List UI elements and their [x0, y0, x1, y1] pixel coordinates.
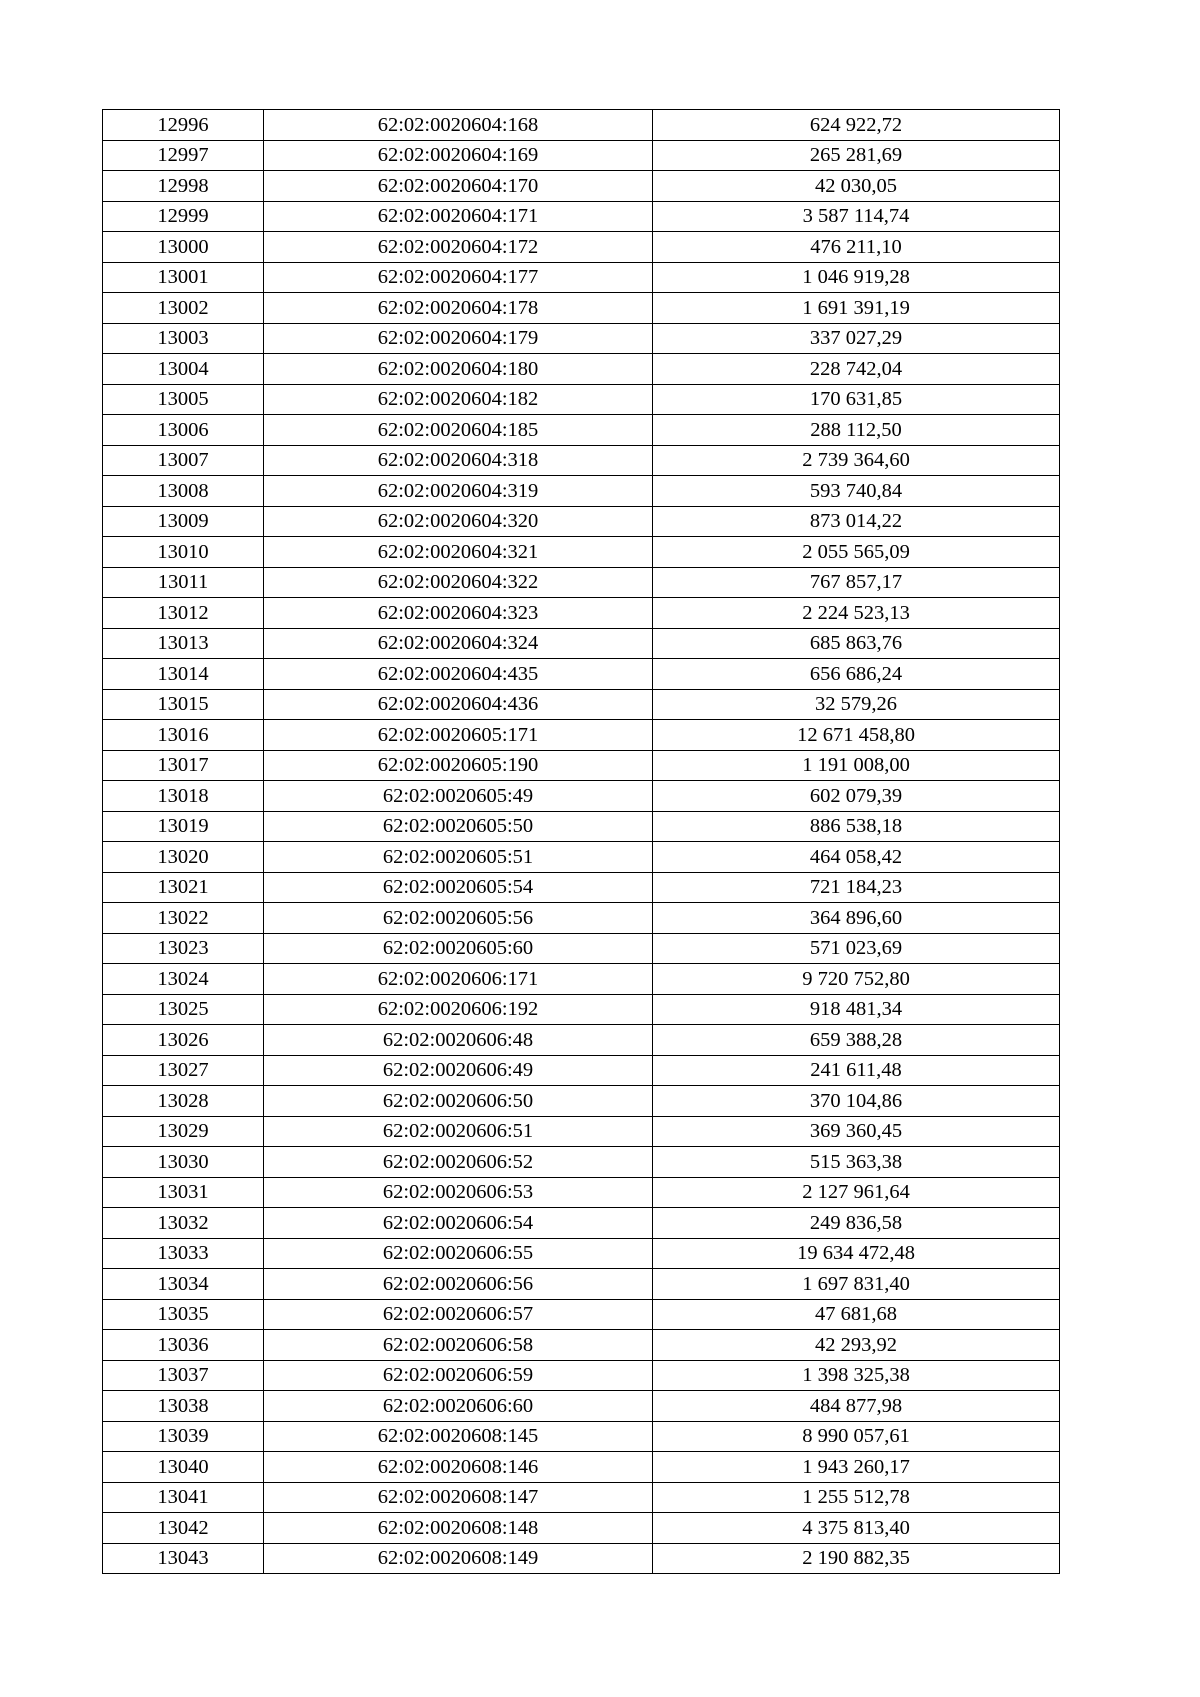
- row-number-cell: 12996: [103, 110, 264, 141]
- table-row: [103, 232, 1060, 263]
- row-number-cell: 13023: [103, 933, 264, 964]
- cadastral-number-cell: 62:02:0020606:192: [264, 994, 653, 1025]
- cadastral-number-cell: 62:02:0020608:149: [264, 1543, 653, 1574]
- cadastral-number-cell: 62:02:0020606:58: [264, 1330, 653, 1361]
- cadastral-number-cell: 62:02:0020606:57: [264, 1299, 653, 1330]
- cadastral-value-cell: 370 104,86: [653, 1086, 1060, 1117]
- cadastral-value-cell: 767 857,17: [653, 567, 1060, 598]
- cadastral-number-cell: 62:02:0020608:145: [264, 1421, 653, 1452]
- table-row: [103, 415, 1060, 446]
- row-number-cell: 13009: [103, 506, 264, 537]
- cadastral-number-cell: 62:02:0020604:182: [264, 384, 653, 415]
- cadastral-value-cell: 602 079,39: [653, 781, 1060, 812]
- table-row: [103, 323, 1060, 354]
- cadastral-number-cell: 62:02:0020605:190: [264, 750, 653, 781]
- cadastral-number-cell: 62:02:0020606:50: [264, 1086, 653, 1117]
- table-row: [103, 842, 1060, 873]
- table-row: [103, 1421, 1060, 1452]
- table-row: [103, 354, 1060, 385]
- cadastral-number-cell: 62:02:0020604:318: [264, 445, 653, 476]
- row-number-cell: 13022: [103, 903, 264, 934]
- row-number-cell: 13033: [103, 1238, 264, 1269]
- table-row: [103, 262, 1060, 293]
- row-number-cell: 13014: [103, 659, 264, 690]
- cadastral-number-cell: 62:02:0020604:180: [264, 354, 653, 385]
- cadastral-number-cell: 62:02:0020606:60: [264, 1391, 653, 1422]
- row-number-cell: 13001: [103, 262, 264, 293]
- table-row: [103, 1452, 1060, 1483]
- cadastral-number-cell: 62:02:0020606:171: [264, 964, 653, 995]
- cadastral-value-cell: 685 863,76: [653, 628, 1060, 659]
- table-row: [103, 1482, 1060, 1513]
- cadastral-number-cell: 62:02:0020604:436: [264, 689, 653, 720]
- table-row: [103, 1360, 1060, 1391]
- table-row: [103, 872, 1060, 903]
- table-row: [103, 567, 1060, 598]
- row-number-cell: 13039: [103, 1421, 264, 1452]
- row-number-cell: 12997: [103, 140, 264, 171]
- cadastral-value-cell: 1 691 391,19: [653, 293, 1060, 324]
- cadastral-value-cell: 721 184,23: [653, 872, 1060, 903]
- cadastral-value-cell: 464 058,42: [653, 842, 1060, 873]
- cadastral-value-cell: 4 375 813,40: [653, 1513, 1060, 1544]
- row-number-cell: 13029: [103, 1116, 264, 1147]
- cadastral-value-cell: 2 739 364,60: [653, 445, 1060, 476]
- table-body: [103, 110, 1060, 1574]
- row-number-cell: 13030: [103, 1147, 264, 1178]
- cadastral-value-cell: 2 224 523,13: [653, 598, 1060, 629]
- table-row: [103, 1025, 1060, 1056]
- table-row: [103, 476, 1060, 507]
- row-number-cell: 13008: [103, 476, 264, 507]
- row-number-cell: 13013: [103, 628, 264, 659]
- row-number-cell: 13004: [103, 354, 264, 385]
- cadastral-value-cell: 918 481,34: [653, 994, 1060, 1025]
- cadastral-value-cell: 571 023,69: [653, 933, 1060, 964]
- cadastral-number-cell: 62:02:0020608:148: [264, 1513, 653, 1544]
- cadastral-value-cell: 42 293,92: [653, 1330, 1060, 1361]
- table-row: [103, 445, 1060, 476]
- cadastral-value-cell: 8 990 057,61: [653, 1421, 1060, 1452]
- row-number-cell: 13020: [103, 842, 264, 873]
- cadastral-value-cell: 364 896,60: [653, 903, 1060, 934]
- table-row: [103, 293, 1060, 324]
- cadastral-number-cell: 62:02:0020604:178: [264, 293, 653, 324]
- cadastral-number-cell: 62:02:0020604:168: [264, 110, 653, 141]
- row-number-cell: 13027: [103, 1055, 264, 1086]
- cadastral-value-cell: 288 112,50: [653, 415, 1060, 446]
- cadastral-value-cell: 656 686,24: [653, 659, 1060, 690]
- table-row: [103, 1208, 1060, 1239]
- row-number-cell: 12998: [103, 171, 264, 202]
- cadastral-value-cell: 1 943 260,17: [653, 1452, 1060, 1483]
- table-row: [103, 1116, 1060, 1147]
- cadastral-value-cell: 228 742,04: [653, 354, 1060, 385]
- cadastral-value-cell: 369 360,45: [653, 1116, 1060, 1147]
- table-row: [103, 1543, 1060, 1574]
- cadastral-value-cell: 886 538,18: [653, 811, 1060, 842]
- row-number-cell: 13042: [103, 1513, 264, 1544]
- cadastral-number-cell: 62:02:0020604:319: [264, 476, 653, 507]
- cadastral-value-cell: 1 191 008,00: [653, 750, 1060, 781]
- row-number-cell: 13012: [103, 598, 264, 629]
- cadastral-number-cell: 62:02:0020606:52: [264, 1147, 653, 1178]
- table-row: [103, 1055, 1060, 1086]
- cadastral-number-cell: 62:02:0020604:172: [264, 232, 653, 263]
- table-row: [103, 384, 1060, 415]
- row-number-cell: 13007: [103, 445, 264, 476]
- cadastral-value-cell: 12 671 458,80: [653, 720, 1060, 751]
- table-row: [103, 598, 1060, 629]
- row-number-cell: 13028: [103, 1086, 264, 1117]
- table-row: [103, 1299, 1060, 1330]
- cadastral-value-cell: 170 631,85: [653, 384, 1060, 415]
- cadastral-value-cell: 265 281,69: [653, 140, 1060, 171]
- cadastral-number-cell: 62:02:0020606:48: [264, 1025, 653, 1056]
- cadastral-value-cell: 42 030,05: [653, 171, 1060, 202]
- table-row: [103, 1391, 1060, 1422]
- cadastral-number-cell: 62:02:0020604:324: [264, 628, 653, 659]
- cadastral-value-cell: 337 027,29: [653, 323, 1060, 354]
- cadastral-value-cell: 1 046 919,28: [653, 262, 1060, 293]
- cadastral-value-cell: 1 255 512,78: [653, 1482, 1060, 1513]
- table-row: [103, 110, 1060, 141]
- table-row: [103, 994, 1060, 1025]
- row-number-cell: 13038: [103, 1391, 264, 1422]
- row-number-cell: 13003: [103, 323, 264, 354]
- cadastral-number-cell: 62:02:0020604:170: [264, 171, 653, 202]
- cadastral-value-cell: 873 014,22: [653, 506, 1060, 537]
- row-number-cell: 13031: [103, 1177, 264, 1208]
- cadastral-number-cell: 62:02:0020604:322: [264, 567, 653, 598]
- cadastral-number-cell: 62:02:0020604:169: [264, 140, 653, 171]
- row-number-cell: 13035: [103, 1299, 264, 1330]
- cadastral-value-cell: 624 922,72: [653, 110, 1060, 141]
- table-row: [103, 750, 1060, 781]
- cadastral-number-cell: 62:02:0020606:55: [264, 1238, 653, 1269]
- cadastral-number-cell: 62:02:0020608:146: [264, 1452, 653, 1483]
- cadastral-value-cell: 9 720 752,80: [653, 964, 1060, 995]
- row-number-cell: 13005: [103, 384, 264, 415]
- row-number-cell: 13021: [103, 872, 264, 903]
- cadastral-value-cell: 241 611,48: [653, 1055, 1060, 1086]
- cadastral-number-cell: 62:02:0020604:321: [264, 537, 653, 568]
- table-row: [103, 1177, 1060, 1208]
- cadastral-number-cell: 62:02:0020606:54: [264, 1208, 653, 1239]
- row-number-cell: 13041: [103, 1482, 264, 1513]
- row-number-cell: 13000: [103, 232, 264, 263]
- cadastral-number-cell: 62:02:0020604:179: [264, 323, 653, 354]
- cadastral-value-cell: 249 836,58: [653, 1208, 1060, 1239]
- table-row: [103, 506, 1060, 537]
- table-row: [103, 1330, 1060, 1361]
- table-row: [103, 689, 1060, 720]
- cadastral-number-cell: 62:02:0020605:54: [264, 872, 653, 903]
- cadastral-value-cell: 2 055 565,09: [653, 537, 1060, 568]
- cadastral-value-cell: 32 579,26: [653, 689, 1060, 720]
- cadastral-number-cell: 62:02:0020604:185: [264, 415, 653, 446]
- cadastral-value-cell: 47 681,68: [653, 1299, 1060, 1330]
- row-number-cell: 13016: [103, 720, 264, 751]
- table-row: [103, 903, 1060, 934]
- cadastral-number-cell: 62:02:0020605:51: [264, 842, 653, 873]
- row-number-cell: 13024: [103, 964, 264, 995]
- row-number-cell: 13034: [103, 1269, 264, 1300]
- cadastral-value-cell: 19 634 472,48: [653, 1238, 1060, 1269]
- row-number-cell: 13032: [103, 1208, 264, 1239]
- cadastral-value-cell: 1 398 325,38: [653, 1360, 1060, 1391]
- cadastral-value-cell: 515 363,38: [653, 1147, 1060, 1178]
- table-row: [103, 1238, 1060, 1269]
- table-row: [103, 1086, 1060, 1117]
- cadastral-number-cell: 62:02:0020606:53: [264, 1177, 653, 1208]
- cadastral-number-cell: 62:02:0020606:56: [264, 1269, 653, 1300]
- cadastral-number-cell: 62:02:0020604:323: [264, 598, 653, 629]
- row-number-cell: 12999: [103, 201, 264, 232]
- cadastral-number-cell: 62:02:0020604:435: [264, 659, 653, 690]
- cadastral-number-cell: 62:02:0020608:147: [264, 1482, 653, 1513]
- row-number-cell: 13011: [103, 567, 264, 598]
- cadastral-value-cell: 484 877,98: [653, 1391, 1060, 1422]
- cadastral-number-cell: 62:02:0020604:171: [264, 201, 653, 232]
- cadastral-value-cell: 2 127 961,64: [653, 1177, 1060, 1208]
- cadastral-value-table: [102, 109, 1060, 1574]
- row-number-cell: 13036: [103, 1330, 264, 1361]
- row-number-cell: 13025: [103, 994, 264, 1025]
- table-row: [103, 1147, 1060, 1178]
- table-row: [103, 933, 1060, 964]
- cadastral-number-cell: 62:02:0020604:177: [264, 262, 653, 293]
- table-row: [103, 140, 1060, 171]
- cadastral-value-cell: 476 211,10: [653, 232, 1060, 263]
- row-number-cell: 13018: [103, 781, 264, 812]
- row-number-cell: 13026: [103, 1025, 264, 1056]
- row-number-cell: 13040: [103, 1452, 264, 1483]
- table-row: [103, 659, 1060, 690]
- table-row: [103, 1269, 1060, 1300]
- cadastral-value-cell: 2 190 882,35: [653, 1543, 1060, 1574]
- row-number-cell: 13015: [103, 689, 264, 720]
- row-number-cell: 13037: [103, 1360, 264, 1391]
- cadastral-number-cell: 62:02:0020605:49: [264, 781, 653, 812]
- table-row: [103, 781, 1060, 812]
- table-row: [103, 720, 1060, 751]
- cadastral-number-cell: 62:02:0020606:51: [264, 1116, 653, 1147]
- table-row: [103, 171, 1060, 202]
- row-number-cell: 13019: [103, 811, 264, 842]
- table-row: [103, 964, 1060, 995]
- cadastral-value-cell: 1 697 831,40: [653, 1269, 1060, 1300]
- cadastral-value-cell: 3 587 114,74: [653, 201, 1060, 232]
- row-number-cell: 13006: [103, 415, 264, 446]
- cadastral-number-cell: 62:02:0020605:60: [264, 933, 653, 964]
- table-row: [103, 811, 1060, 842]
- cadastral-number-cell: 62:02:0020605:56: [264, 903, 653, 934]
- cadastral-number-cell: 62:02:0020604:320: [264, 506, 653, 537]
- cadastral-value-cell: 593 740,84: [653, 476, 1060, 507]
- cadastral-number-cell: 62:02:0020606:59: [264, 1360, 653, 1391]
- table-row: [103, 1513, 1060, 1544]
- table-row: [103, 201, 1060, 232]
- cadastral-number-cell: 62:02:0020605:171: [264, 720, 653, 751]
- cadastral-value-cell: 659 388,28: [653, 1025, 1060, 1056]
- cadastral-number-cell: 62:02:0020606:49: [264, 1055, 653, 1086]
- cadastral-number-cell: 62:02:0020605:50: [264, 811, 653, 842]
- row-number-cell: 13017: [103, 750, 264, 781]
- table-row: [103, 628, 1060, 659]
- row-number-cell: 13002: [103, 293, 264, 324]
- row-number-cell: 13043: [103, 1543, 264, 1574]
- table-row: [103, 537, 1060, 568]
- row-number-cell: 13010: [103, 537, 264, 568]
